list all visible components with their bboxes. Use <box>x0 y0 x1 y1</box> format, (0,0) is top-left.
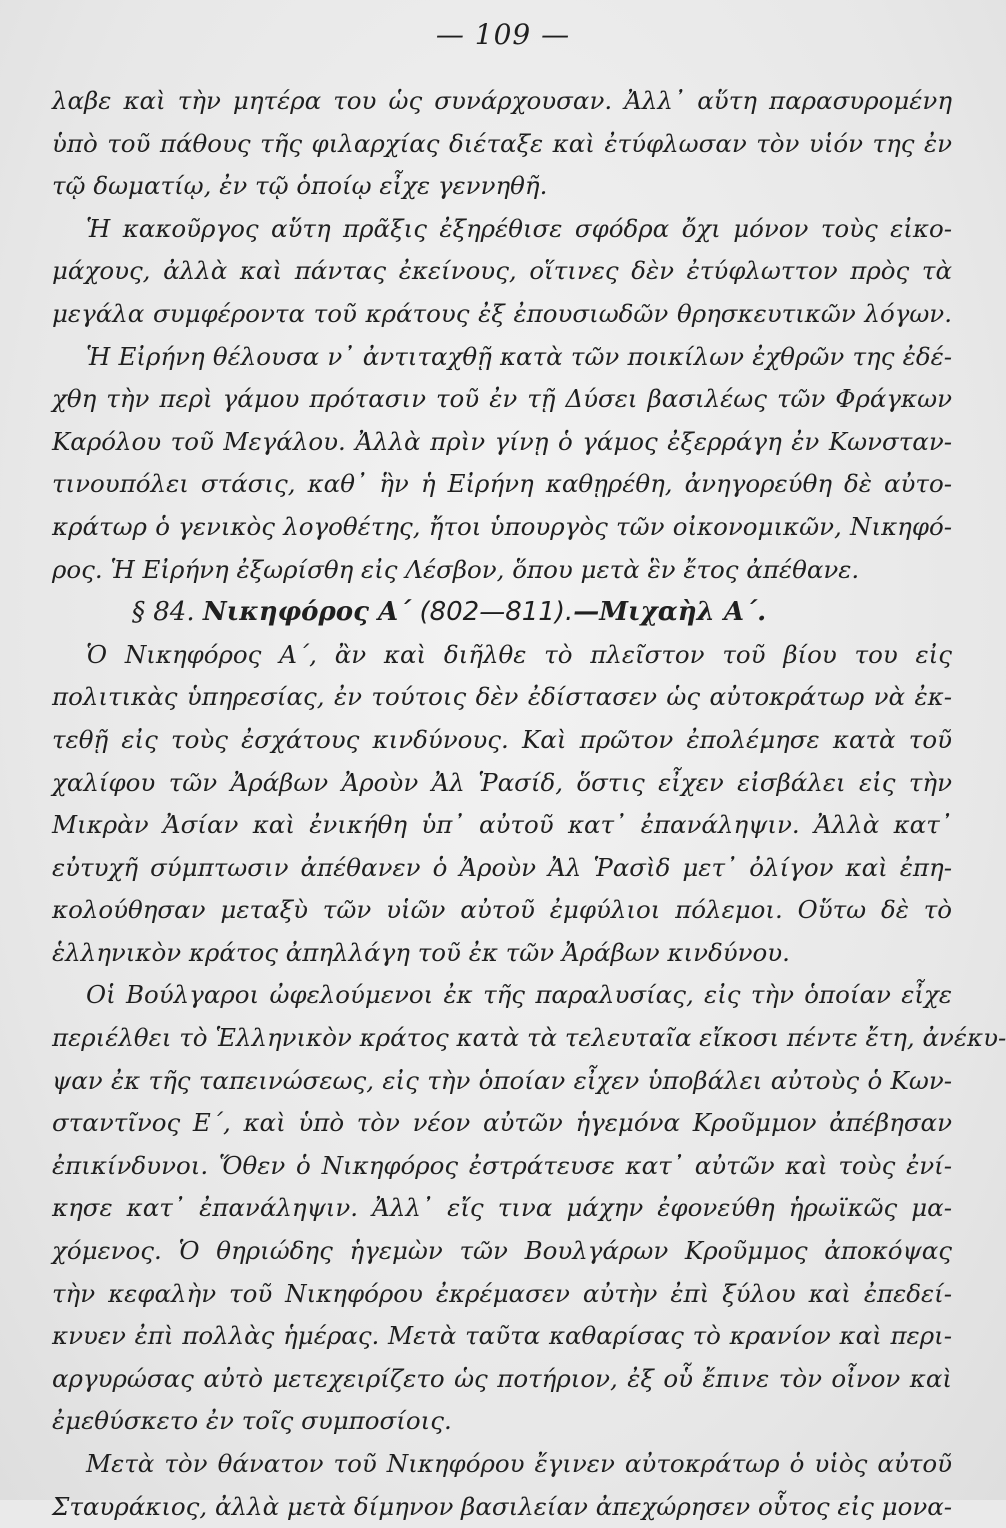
text-line: χαλίφου τῶν Ἀράβων Ἀροὺν Ἀλ Ῥασίδ, ὅστις εἶχεν εἰσβάλει εἰς τὴν <box>52 767 952 797</box>
text-line: τῷ δωματίῳ, ἐν τῷ ὁποίῳ εἶχε γεννηθῆ. <box>52 171 548 201</box>
text-line: ἑλληνικὸν κράτος ἀπηλλάγη τοῦ ἐκ τῶν Ἀράβων κινδύνου. <box>52 937 790 967</box>
text-line: ψαν ἐκ τῆς ταπεινώσεως, εἰς τὴν ὁποίαν εἶχεν ὑποβάλει αὐτοὺς ὁ Κων- <box>52 1065 952 1095</box>
text-line: χθη τὴν περὶ γάμου πρότασιν τοῦ ἐν τῇ Δύσει βασιλέως τῶν Φράγκων <box>52 384 952 414</box>
section-title: Νικηφόρος Α΄ <box>202 597 412 628</box>
section-title-2: —Μιχαὴλ Α΄. <box>573 597 767 628</box>
text-line: Ὁ Νικηφόρος Α΄, ἂν καὶ διῆλθε τὸ πλεῖστον τοῦ βίου του εἰς <box>86 639 952 669</box>
text-line: σταντῖνος Ε΄, καὶ ὑπὸ τὸν νέον αὐτῶν ἡγεμόνα Κροῦμμον ἀπέβησαν <box>52 1108 952 1138</box>
paragraph-6 <box>52 1443 952 1528</box>
text-line: Σταυράκιος, ἀλλὰ μετὰ δίμηνον βασιλείαν ἀπεχώρησεν οὗτος εἰς μονα- <box>52 1491 953 1521</box>
section-heading <box>52 591 952 634</box>
text-line: ὑπὸ τοῦ πάθους τῆς φιλαρχίας διέταξε καὶ ἐτύφλωσαν τὸν υἱόν της ἐν <box>52 128 952 158</box>
paragraph-1 <box>52 80 952 208</box>
body-text <box>52 80 1006 1528</box>
text-line: χόμενος. Ὁ θηριώδης ἡγεμὼν τῶν Βουλγάρων Κροῦμμος ἀποκόψας <box>52 1236 952 1266</box>
text-line: μεγάλα συμφέροντα τοῦ κράτους ἐξ ἐπουσιωδῶν θρησκευτικῶν λόγων. <box>52 298 952 328</box>
text-line: πολιτικὰς ὑπηρεσίας, ἐν τούτοις δὲν ἐδίστασεν ὡς αὐτοκράτωρ νὰ ἐκ- <box>52 682 952 712</box>
text-line: λαβε καὶ τὴν μητέρα του ὡς συνάρχουσαν. Ἀλλ᾽ αὕτη παρασυρομένη <box>52 86 952 115</box>
paragraph-5 <box>52 974 1006 1443</box>
paragraph-3 <box>52 336 952 592</box>
text-line: Μικρὰν Ἀσίαν καὶ ἐνικήθη ὑπ᾽ αὐτοῦ κατ᾽ ἐπανάληψιν. Ἀλλὰ κατ᾽ <box>52 810 952 840</box>
text-line: κησε κατ᾽ ἐπανάληψιν. Ἀλλ᾽ εἴς τινα μάχην ἐφονεύθη ἡρωϊκῶς μα- <box>52 1193 952 1223</box>
section-dates: (802—811). <box>419 597 574 628</box>
text-line: Καρόλου τοῦ Μεγάλου. Ἀλλὰ πρὶν γίνῃ ὁ γάμος ἐξερράγη ἐν Κωνσταν- <box>52 426 952 456</box>
text-line: ἐμεθύσκετο ἐν τοῖς συμποσίοις. <box>52 1406 452 1436</box>
text-line: Ἡ κακοῦργος αὕτη πρᾶξις ἐξηρέθισε σφόδρα ὄχι μόνον τοὺς εἰκο- <box>86 213 952 243</box>
text-line: ἐπικίνδυνοι. Ὅθεν ὁ Νικηφόρος ἐστράτευσε κατ᾽ αὐτῶν καὶ τοὺς ἐνί- <box>52 1150 952 1180</box>
text-line: κνυεν ἐπὶ πολλὰς ἡμέρας. Μετὰ ταῦτα καθαρίσας τὸ κρανίον καὶ περι- <box>52 1321 952 1351</box>
text-line: Οἱ Βούλγαροι ὠφελούμενοι ἐκ τῆς παραλυσίας, εἰς τὴν ὁποίαν εἶχε <box>86 980 952 1010</box>
paragraph-2 <box>52 208 952 336</box>
text-line: εὐτυχῆ σύμπτωσιν ἀπέθανεν ὁ Ἀροὺν Ἀλ Ῥασὶδ μετ᾽ ὀλίγον καὶ ἐπη- <box>52 852 952 882</box>
text-line: περιέλθει τὸ Ἑλληνικὸν κράτος κατὰ τὰ τελευταῖα εἴκοσι πέντε ἔτη, ἀνέκυ- <box>52 1023 1006 1053</box>
paragraph-4 <box>52 634 952 975</box>
section-symbol: § <box>132 597 145 628</box>
text-line: κράτωρ ὁ γενικὸς λογοθέτης, ἤτοι ὑπουργὸς τῶν οἰκονομικῶν, Νικηφό- <box>52 511 952 541</box>
text-line: τὴν κεφαλὴν τοῦ Νικηφόρου ἐκρέμασεν αὐτὴν ἐπὶ ξύλου καὶ ἐπεδεί- <box>52 1278 952 1308</box>
text-line: ρος. Ἡ Εἰρήνη ἐξωρίσθη εἰς Λέσβον, ὅπου μετὰ ἓν ἔτος ἀπέθανε. <box>52 554 860 584</box>
section-number: 84. <box>153 597 195 628</box>
page-number: — 109 — <box>435 18 571 51</box>
text-line: Ἡ Εἰρήνη θέλουσα ν᾽ ἀντιταχθῇ κατὰ τῶν ποικίλων ἐχθρῶν της ἐδέ- <box>86 341 952 371</box>
text-line: τεθῇ εἰς τοὺς ἐσχάτους κινδύνους. Καὶ πρῶτον ἐπολέμησε κατὰ τοῦ <box>52 724 952 754</box>
text-line: Μετὰ τὸν θάνατον τοῦ Νικηφόρου ἔγινεν αὐτοκράτωρ ὁ υἱὸς αὐτοῦ <box>86 1449 952 1478</box>
text-line: αργυρώσας αὐτὸ μετεχειρίζετο ὡς ποτήριον, ἐξ οὗ ἔπινε τὸν οἶνον καὶ <box>52 1363 952 1393</box>
text-line: τινουπόλει στάσις, καθ᾽ ἣν ἡ Εἰρήνη καθῃρέθη, ἀνηγορεύθη δὲ αὐτο- <box>52 469 952 499</box>
text-line: κολούθησαν μεταξὺ τῶν υἱῶν αὐτοῦ ἐμφύλιοι πόλεμοι. Οὕτω δὲ τὸ <box>52 895 952 925</box>
text-line: μάχους, ἀλλὰ καὶ πάντας ἐκείνους, οἵτινες δὲν ἐτύφλωττον πρὸς τὰ <box>52 256 952 286</box>
